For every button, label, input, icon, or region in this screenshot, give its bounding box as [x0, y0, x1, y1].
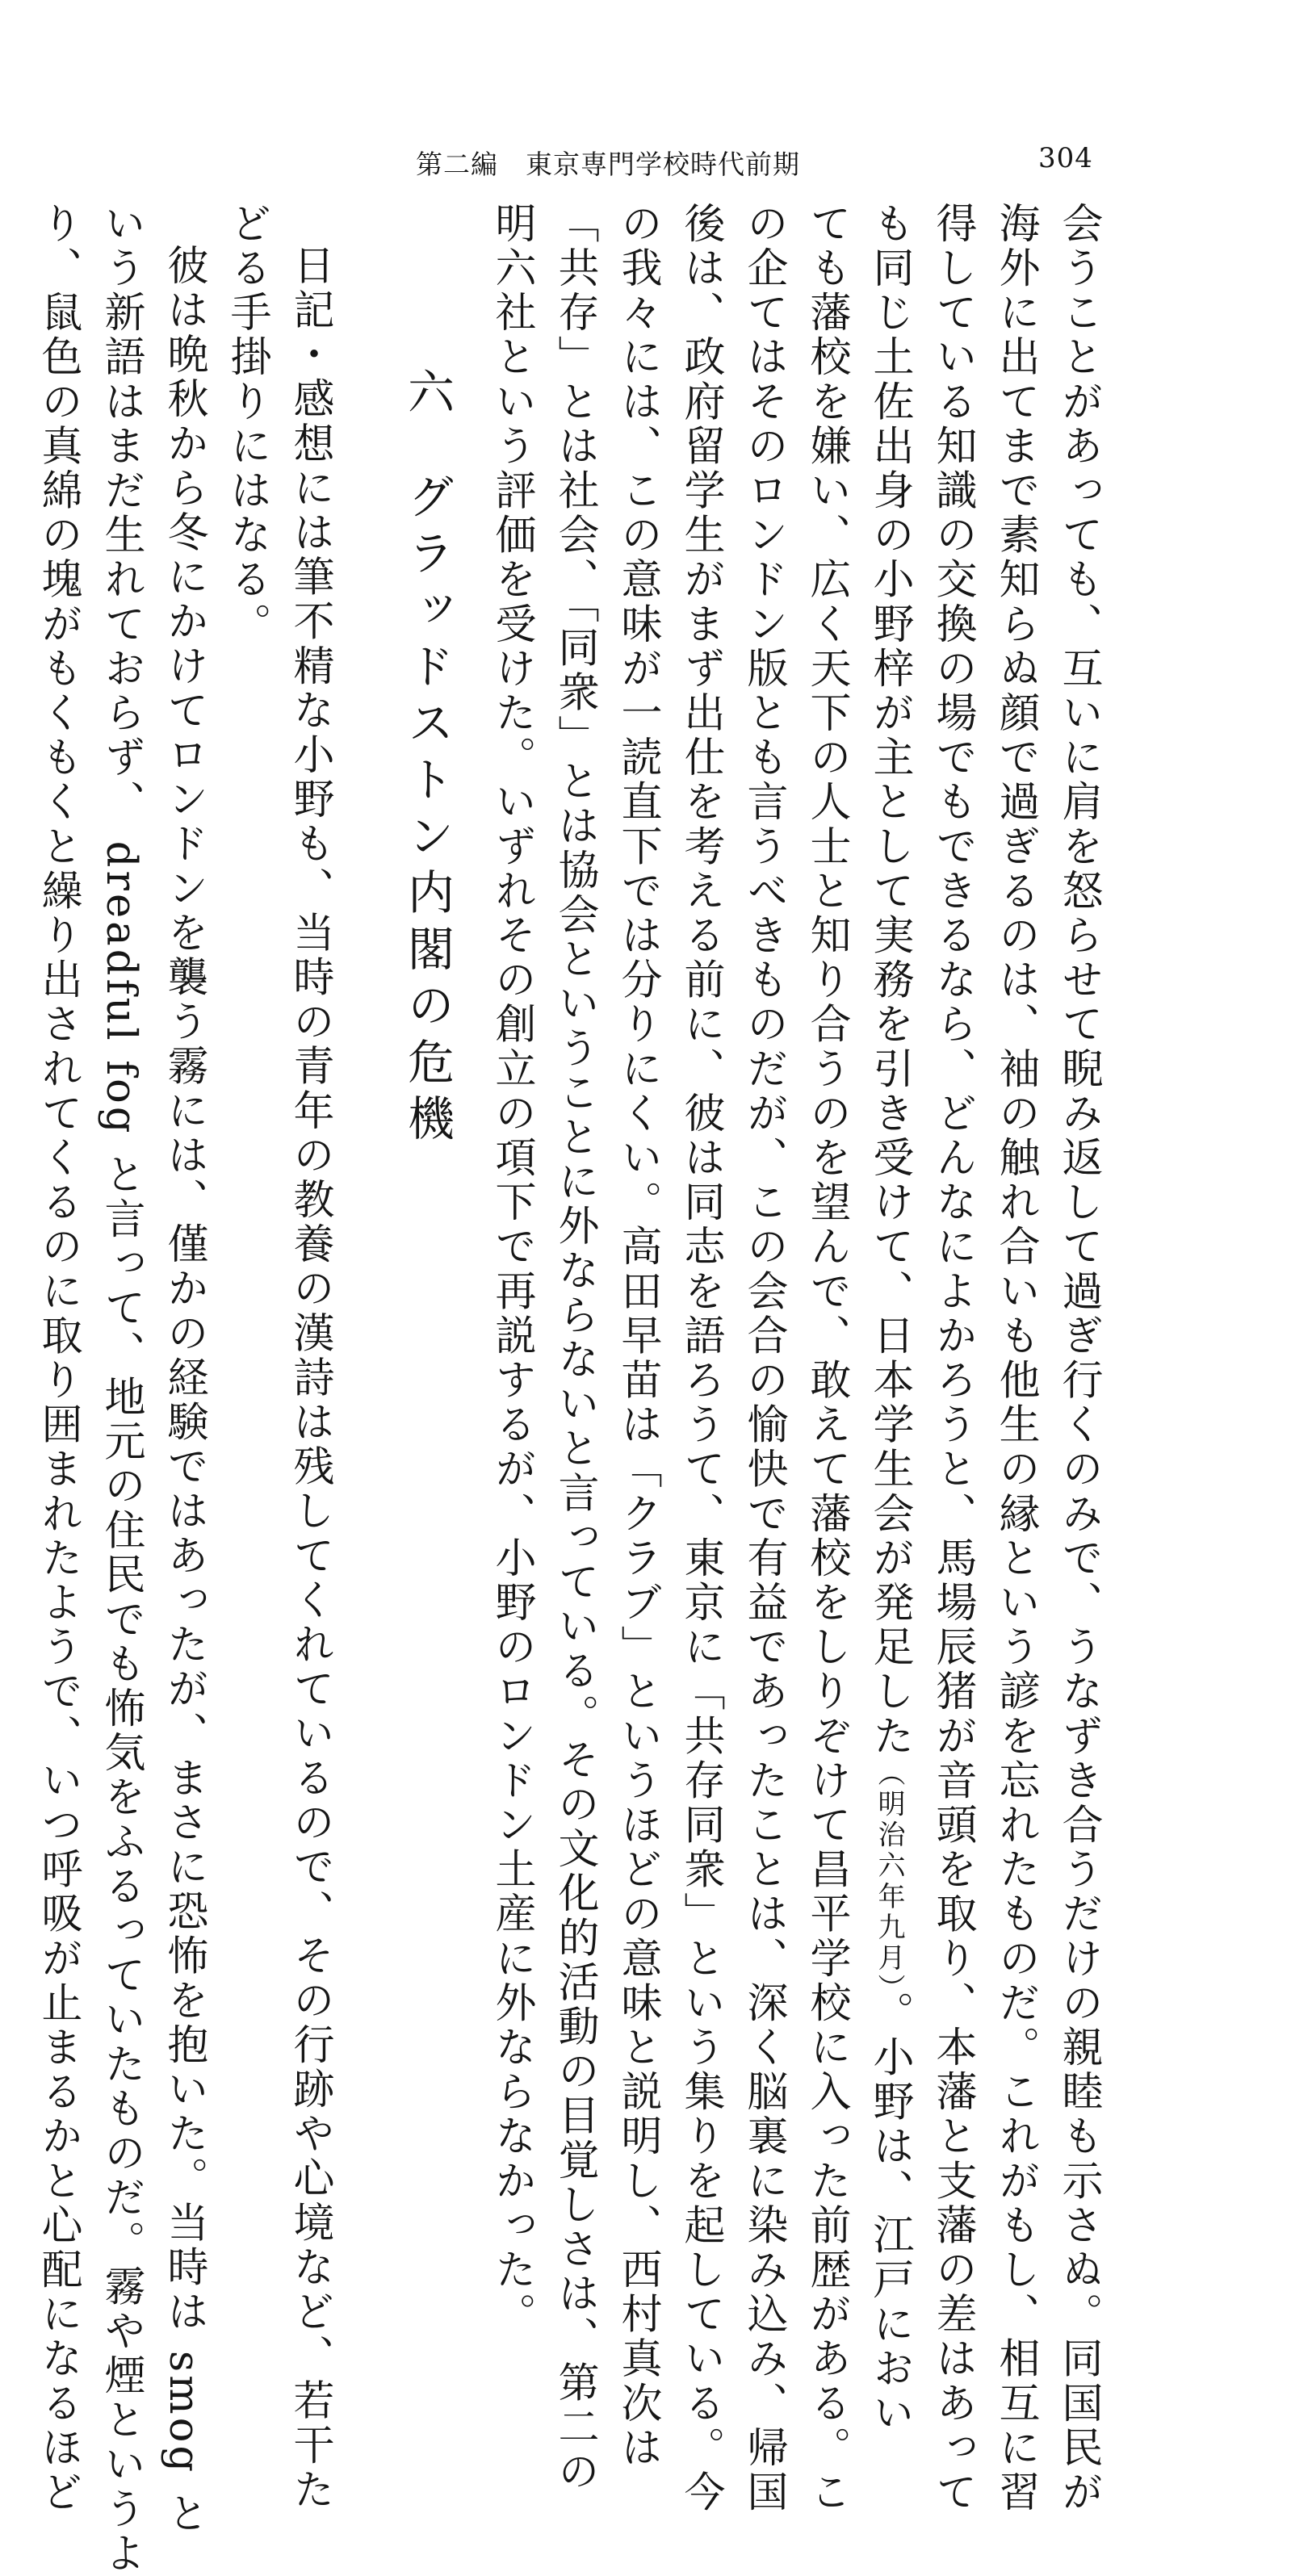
text-column-5: ても藩校を嫌い、広く天下の人士と知り合うのを望んで、敢えて藩校をしりぞけて昌平学校に入った前歴がある。こ	[803, 202, 850, 2515]
latin-term: dreadful fog	[97, 824, 145, 1153]
text-segment: も同じ土佐出身の小野梓が主として実務を引き受けて、日本学生会が発足した	[866, 202, 913, 1759]
text-segment: と言って、地元の住民でも怖気をふるっていたものだ。霧や煙というよ	[97, 1152, 145, 2576]
text-column-12: どる手掛りにはなる。	[223, 202, 270, 647]
latin-term: smog	[160, 2334, 207, 2492]
text-segment: と	[160, 2491, 207, 2536]
text-segment: 。小野は、江戸におい	[866, 1991, 913, 2436]
running-head: 第二編 東京専門学校時代前期	[416, 149, 800, 180]
text-column-11: 日記・感想には筆不精な小野も、当時の青年の教養の漢詩は残してくれているので、その行跡や心境など、若干た	[286, 244, 333, 2513]
text-column-13	[160, 244, 207, 2536]
section-heading	[400, 367, 455, 1150]
text-column-8: の我々には、この意味が一読直下では分りにくい。高田早苗は「クラブ」というほどの意味と説明し、西村真次は	[614, 202, 661, 2471]
text-column-7: 後は、政府留学生がまず出仕を考える前に、彼は同志を語ろうて、東京に「共存同衆」という集りを起している。今	[677, 202, 724, 2515]
text-column-15: り、鼠色の真綿の塊がもくもくと繰り出されてくるのに取り囲まれたようで、いつ呼吸が止まるかと心配になるほど	[34, 202, 82, 2515]
text-segment: いう新語はまだ生れておらず、	[97, 202, 145, 825]
date-note: （明治六年九月）	[873, 1758, 905, 1992]
text-segment: 彼は晩秋から冬にかけてロンドンを襲う霧には、僅かの経験ではあったが、まさに恐怖を抱いた。当時は	[160, 244, 207, 2335]
section-title: グラッドストン内閣の危機	[400, 472, 455, 1150]
text-column-14	[97, 202, 145, 2576]
text-column-2: 海外に出てまで素知らぬ顔で過ぎるのは、袖の触れ合いも他生の縁という諺を忘れたものだ。これがもし、相互に習	[991, 202, 1039, 2515]
section-number: 六	[400, 367, 455, 424]
text-column-9: 「共存」とは社会、「同衆」とは協会ということに外ならないと言っている。その文化的活動の目覚しさは、第二の	[551, 202, 598, 2494]
text-column-6: の企てはそのロンドン版とも言うべきものだが、この会合の愉快で有益であったことは、深く脳裏に染み込み、帰国	[740, 202, 787, 2515]
text-column-10: 明六社という評価を受けた。いずれその創立の項下で再説するが、小野のロンドン土産に外ならなかった。	[488, 202, 535, 2337]
text-column-3: 得している知識の交換の場でもできるなら、どんなによかろうと、馬場辰猪が音頭を取り、本藩と支藩の差はあって	[928, 202, 976, 2515]
text-column-1: 会うことがあっても、互いに肩を怒らせて睨み返して過ぎ行くのみで、うなずき合うだけの親睦も示さぬ。同国民が	[1054, 202, 1102, 2515]
page-number: 304	[1038, 142, 1093, 174]
text-column-4	[866, 202, 913, 2436]
